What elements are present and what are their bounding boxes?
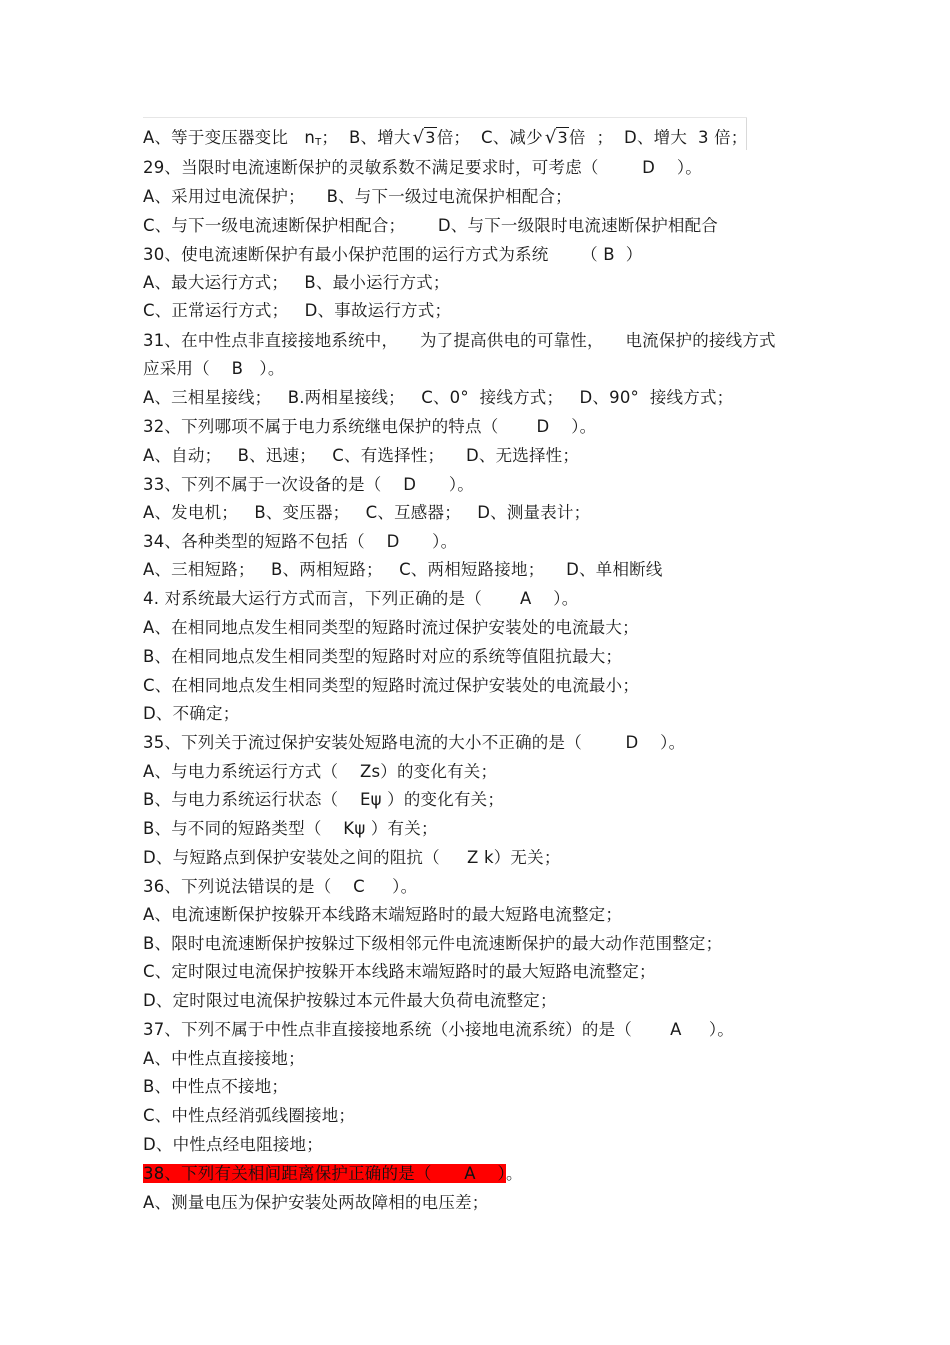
question-4-option-c: C、在相同地点发生相同类型的短路时流过保护安装处的电流最小； [143,676,640,695]
question-30: 30、使电流速断保护有最小保护范围的运行方式为系统 （ B ） [143,245,643,264]
question-37-option-a: A、中性点直接接地； [143,1049,305,1068]
question-38-tail: 。 [505,1164,523,1183]
question-30-options-cd: C、正常运行方式； D、事故运行方式； [143,301,452,320]
question-38-highlight: 38、下列有关相间距离保护正确的是（ A ） [143,1164,506,1183]
question-36-option-a: A、电流速断保护按躲开本线路末端短路时的最大短路电流整定； [143,905,623,924]
question-31-options: A、三相星接线； B.两相星接线； C、0° 接线方式； D、90° 接线方式； [143,388,734,407]
option-line-first [143,127,748,154]
question-36-option-d: D、定时限过电流保护按躲过本元件最大负荷电流整定； [143,991,557,1010]
sqrt-three-1: √3 [412,127,436,148]
question-38-option-a: A、测量电压为保护安装处两故障相的电压差； [143,1193,489,1212]
question-35-option-b: B、与电力系统运行状态（ Eψ ）的变化有关； [143,790,505,809]
question-37-option-d: D、中性点经电阻接地； [143,1135,323,1154]
question-38 [143,1163,523,1185]
option-d-text: 倍 ； D、增大 3 倍； [568,128,748,147]
question-31: 31、在中性点非直接接地系统中， 为了提高供电的可靠性， 电流保护的接线方式 [143,331,776,350]
question-35-option-d: D、与短路点到保护安装处之间的阻抗（ Z k）无关； [143,848,561,867]
top-divider [143,117,747,118]
question-35-option-b2: B、与不同的短路类型（ Kψ ）有关； [143,819,438,838]
question-32-options: A、自动； B、迅速； C、有选择性； D、无选择性； [143,446,580,465]
sqrt-radicand-2: 3 [557,128,568,147]
sqrt-radicand-1: 3 [425,128,436,147]
question-37: 37、下列不属于中性点非直接接地系统（小接地电流系统）的是（ A ）。 [143,1020,734,1039]
option-c-text: 倍； C、减少 [436,128,543,147]
question-29: 29、当限时电流速断保护的灵敏系数不满足要求时，可考虑（ D ）。 [143,158,702,177]
question-37-option-c: C、中性点经消弧线圈接地； [143,1106,356,1125]
question-4-option-b: B、在相同地点发生相同类型的短路时对应的系统等值阻抗最大； [143,647,623,666]
question-29-options-cd: C、与下一级电流速断保护相配合； D、与下一级限时电流速断保护相配合 [143,216,718,235]
question-33: 33、下列不属于一次设备的是（ D ）。 [143,475,474,494]
question-33-options: A、发电机； B、变压器； C、互感器； D、测量表计； [143,503,591,522]
question-32: 32、下列哪项不属于电力系统继电保护的特点（ D ）。 [143,417,597,436]
question-36-option-c: C、定时限过电流保护按躲开本线路末端短路时的最大短路电流整定； [143,962,656,981]
question-34: 34、各种类型的短路不包括（ D ）。 [143,532,458,551]
option-a-text: A、等于变压器变比 n [143,128,316,147]
question-31-cont: 应采用（ B ）。 [143,359,285,378]
question-35-option-a: A、与电力系统运行方式（ Zs）的变化有关； [143,762,498,781]
question-4: 4. 对系统最大运行方式而言，下列正确的是（ A ）。 [143,589,579,608]
option-b-text: ； B、增大 [321,128,411,147]
subscript-t: T [315,137,322,148]
question-36-option-b: B、限时电流速断保护按躲过下级相邻元件电流速断保护的最大动作范围整定； [143,934,723,953]
sqrt-three-2: √3 [544,127,568,148]
question-36: 36、下列说法错误的是（ C ）。 [143,877,418,896]
question-4-option-d: D、不确定； [143,704,240,723]
question-30-options-ab: A、最大运行方式； B、最小运行方式； [143,273,450,292]
question-4-option-a: A、在相同地点发生相同类型的短路时流过保护安装处的电流最大； [143,618,639,637]
question-35: 35、下列关于流过保护安装处短路电流的大小不正确的是（ D ）。 [143,733,686,752]
question-37-option-b: B、中性点不接地； [143,1077,289,1096]
question-29-options-ab: A、采用过电流保护； B、与下一级过电流保护相配合； [143,187,572,206]
question-34-options: A、三相短路； B、两相短路； C、两相短路接地； D、单相断线 [143,560,663,579]
